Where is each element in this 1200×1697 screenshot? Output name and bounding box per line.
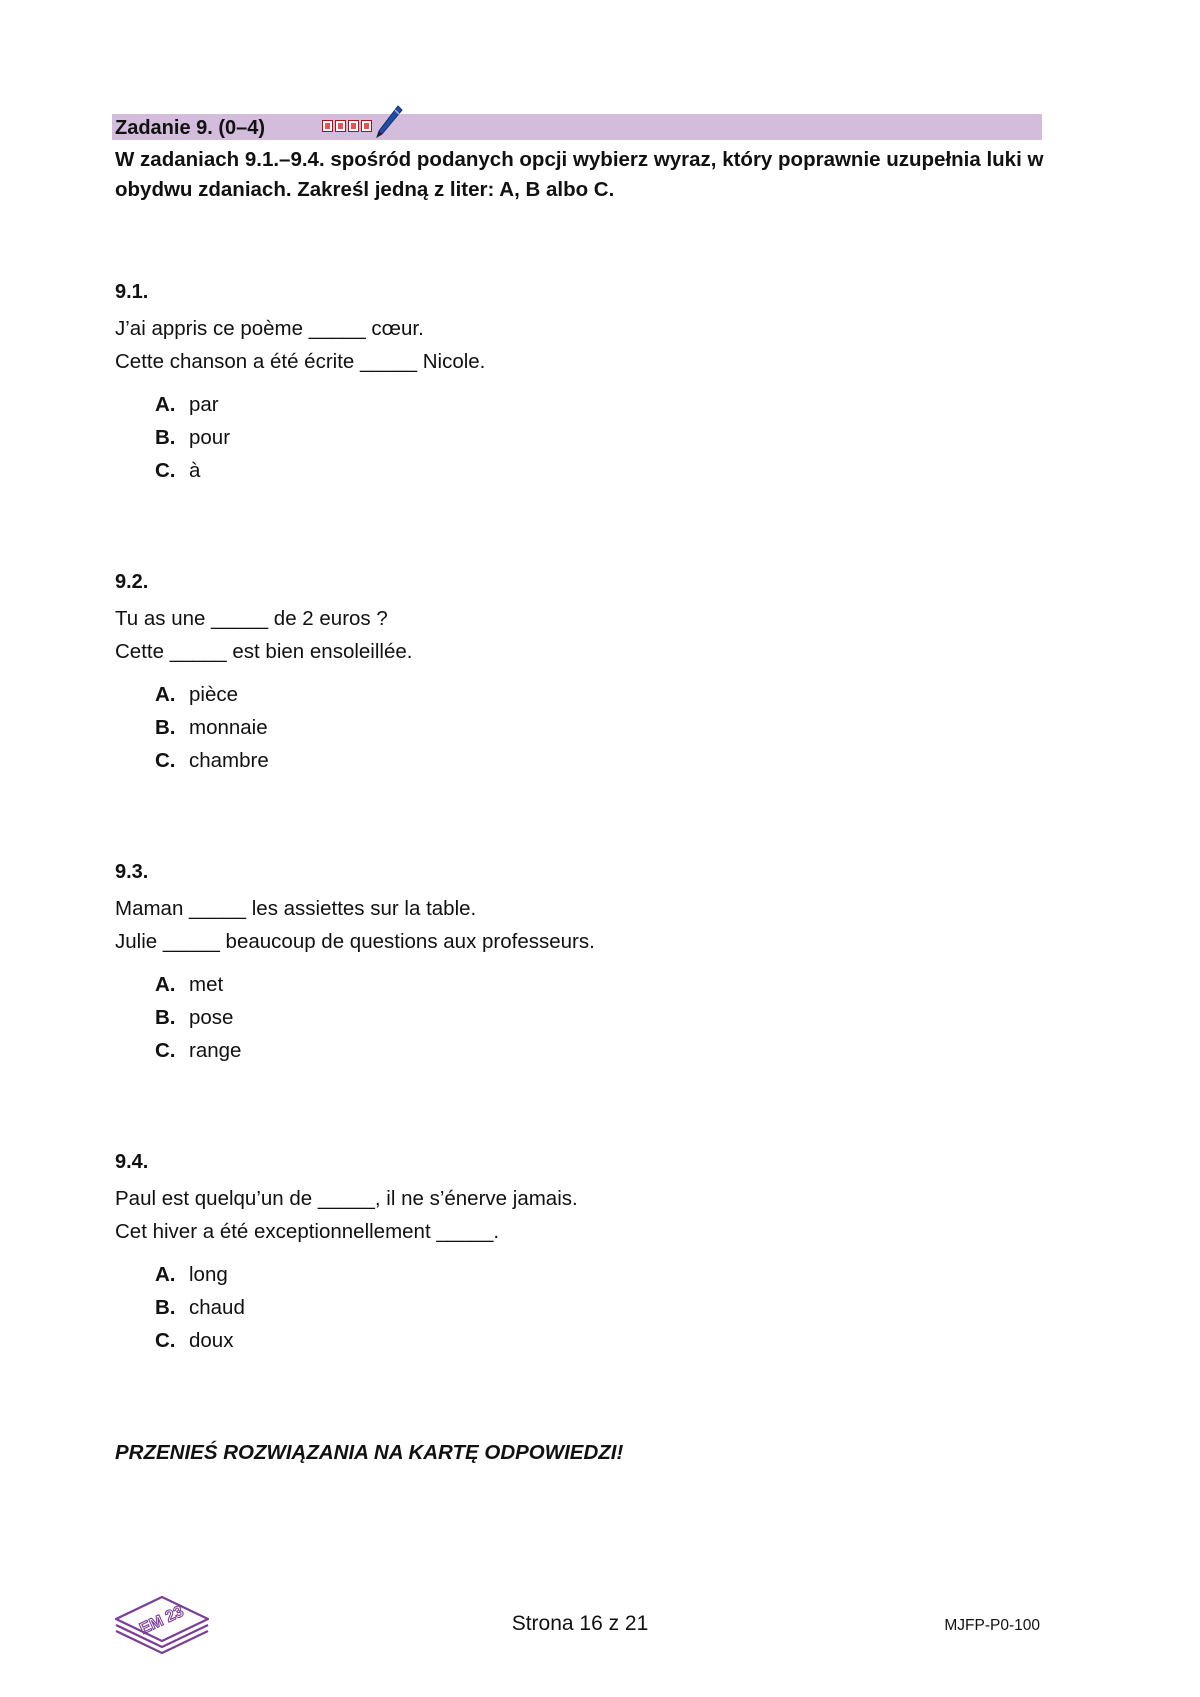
question-9-4 — [115, 1146, 1015, 1357]
option-c[interactable] — [155, 1034, 1015, 1067]
sentence-1: Paul est quelqu’un de _____, il ne s’énerve jamais. — [115, 1187, 578, 1210]
option-a[interactable] — [155, 388, 1015, 421]
question-number: 9.4. — [115, 1151, 149, 1173]
option-a[interactable] — [155, 1258, 1015, 1291]
option-list — [155, 678, 1015, 777]
option-letter[interactable]: C. — [155, 1039, 176, 1062]
option-b[interactable] — [155, 1291, 1015, 1324]
option-text: pièce — [189, 683, 239, 706]
option-letter[interactable]: A. — [155, 1263, 176, 1286]
option-b[interactable] — [155, 1001, 1015, 1034]
option-letter[interactable]: A. — [155, 973, 176, 996]
pen-icon — [374, 104, 404, 140]
option-b[interactable] — [155, 711, 1015, 744]
sentence-1: Tu as une _____ de 2 euros ? — [115, 607, 388, 630]
sentence-2: Cette chanson a été écrite _____ Nicole. — [115, 350, 486, 373]
option-text: met — [189, 973, 224, 996]
option-b[interactable] — [155, 421, 1015, 454]
transfer-answers-note: PRZENIEŚ ROZWIĄZANIA NA KARTĘ ODPOWIEDZI! — [115, 1441, 624, 1464]
page-number: Strona 16 z 21 — [511, 1612, 649, 1635]
option-c[interactable] — [155, 454, 1015, 487]
question-9-2 — [115, 566, 1015, 777]
option-letter[interactable]: B. — [155, 1006, 176, 1029]
option-list — [155, 968, 1015, 1067]
document-code: MJFP-P0-100 — [944, 1617, 1040, 1634]
sentence-2: Cet hiver a été exceptionnellement _____. — [115, 1220, 500, 1243]
option-text: monnaie — [189, 716, 268, 739]
question-number: 9.3. — [115, 861, 149, 883]
option-list — [155, 388, 1015, 487]
option-letter[interactable]: B. — [155, 1296, 176, 1319]
option-letter[interactable]: A. — [155, 683, 176, 706]
option-a[interactable] — [155, 678, 1015, 711]
option-c[interactable] — [155, 1324, 1015, 1357]
option-text: pour — [189, 426, 231, 449]
option-letter[interactable]: B. — [155, 716, 176, 739]
option-text: chambre — [189, 749, 269, 772]
option-letter[interactable]: C. — [155, 1329, 176, 1352]
sentence-1: J’ai appris ce poème _____ cœur. — [115, 317, 424, 340]
option-a[interactable] — [155, 968, 1015, 1001]
sentence-2: Cette _____ est bien ensoleillée. — [115, 640, 413, 663]
option-text: doux — [189, 1329, 234, 1352]
option-text: pose — [189, 1006, 234, 1029]
question-9-3 — [115, 856, 1015, 1067]
option-text: range — [189, 1039, 242, 1062]
logo-icon — [112, 1585, 214, 1657]
option-text: long — [189, 1263, 228, 1286]
option-c[interactable] — [155, 744, 1015, 777]
option-letter[interactable]: A. — [155, 393, 176, 416]
option-list — [155, 1258, 1015, 1357]
question-number: 9.1. — [115, 281, 149, 303]
logo-text: EM 23 — [137, 1603, 187, 1639]
task-title: Zadanie 9. (0–4) — [115, 117, 266, 139]
sentence-2: Julie _____ beaucoup de questions aux professeurs. — [115, 930, 595, 953]
option-letter[interactable]: C. — [155, 749, 176, 772]
option-text: à — [189, 459, 201, 482]
task-instructions: W zadaniach 9.1.–9.4. spośród podanych opcji wybierz wyraz, który poprawnie uzupełnia luki w obydwu zdaniach. Zakreśl jedną z liter: A, B albo C. — [115, 148, 1044, 201]
question-9-1 — [115, 276, 1015, 487]
points-icon — [322, 120, 378, 136]
option-letter[interactable]: C. — [155, 459, 176, 482]
sentence-1: Maman _____ les assiettes sur la table. — [115, 897, 477, 920]
option-text: chaud — [189, 1296, 245, 1319]
option-text: par — [189, 393, 219, 416]
question-number: 9.2. — [115, 571, 149, 593]
option-letter[interactable]: B. — [155, 426, 176, 449]
